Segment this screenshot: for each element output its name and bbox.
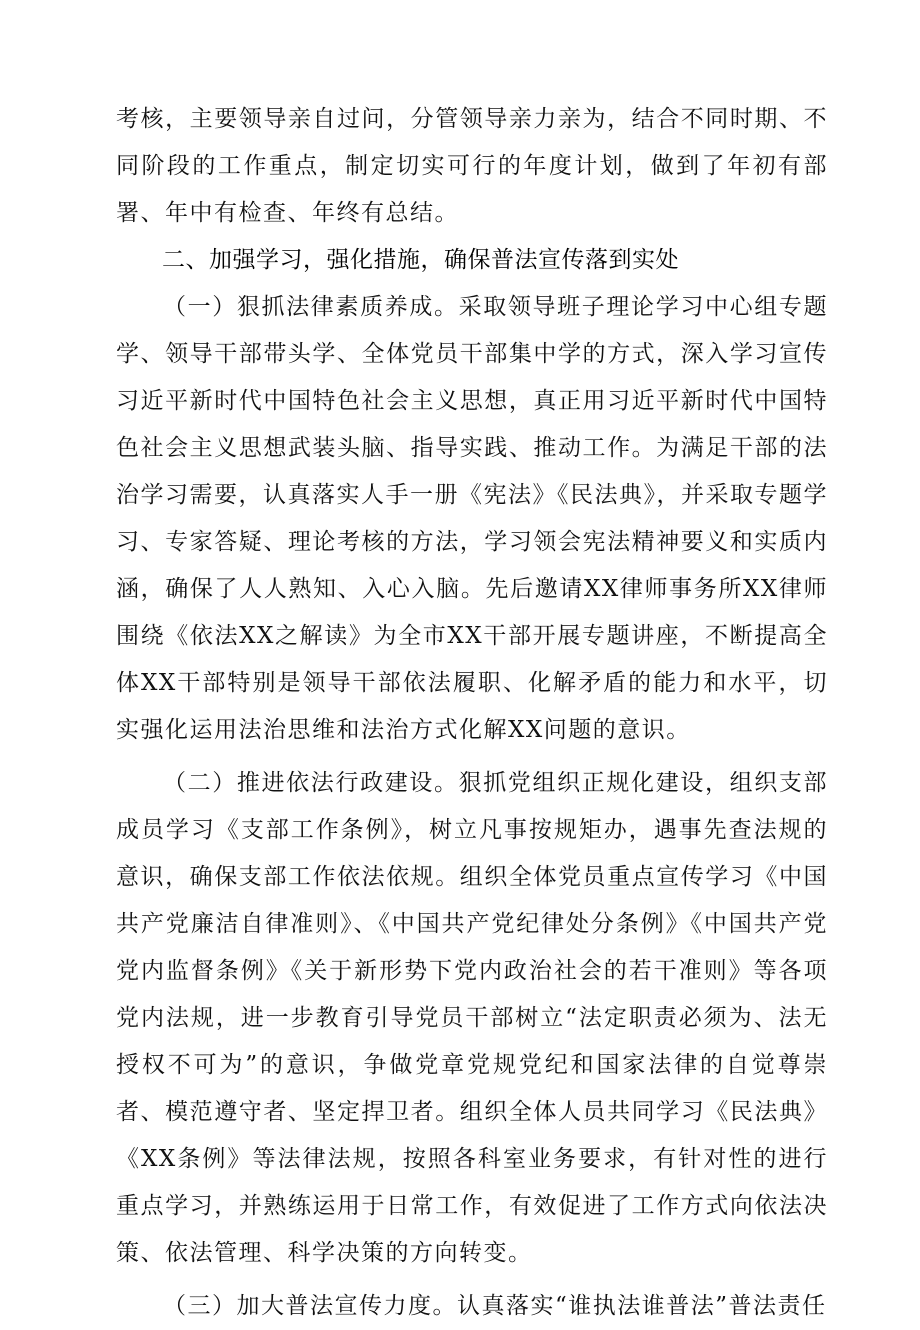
section-heading: 二、加强学习，强化措施，确保普法宣传落到实处 <box>162 247 679 273</box>
paragraph-2: （二）推进依法行政建设。狠抓党组织正规化建设，组织支部成员学习《支部工作条例》，树立凡事按规矩办，遇事先查法规的意识，确保支部工作依法依规。组织全体党员重点宣传学习《中国共产党廉洁自律准则》、《中国共产党纪律处分条例》《中国共产党党内监督条例》《关于新形势下党内政治社会的若干准则》等各项党内法规，进一步教育引导党员干部树立“法定职责必须为、法无授权不可为”的意识，争做党章党规党纪和国家法律的自觉尊崇者、模范遵守者、坚定捍卫者。组织全体人员共同学习《民法典》《XX条例》等法律法规，按照各科室业务要求，有针对性的进行重点学习，并熟练运用于日常工作，有效促进了工作方式向依法决策、依法管理、科学决策的方向转变。 <box>116 770 828 1266</box>
paragraph-3: （三）加大普法宣传力度。认真落实“谁执法谁普法”普法责任 <box>163 1293 827 1319</box>
paragraph-intro: 考核，主要领导亲自过问，分管领导亲力亲为，结合不同时期、不同阶段的工作重点，制定切实可行的年度计划，做到了年初有部署、年中有检查、年终有总结。 <box>116 106 828 226</box>
paragraph-1: （一）狠抓法律素质养成。采取领导班子理论学习中心组专题学、领导干部带头学、全体党员干部集中学的方式，深入学习宣传习近平新时代中国特色社会主义思想，真正用习近平新时代中国特色社会主义思想武装头脑、指导实践、推动工作。为满足干部的法治学习需要，认真落实人手一册《宪法》《民法典》，并采取专题学习、专家答疑、理论考核的方法，学习领会宪法精神要义和实质内涵，确保了人人熟知、入心入脑。先后邀请XX律师事务所XX律师围绕《依法XX之解读》为全市XX干部开展专题讲座，不断提高全体XX干部特别是领导干部依法履职、化解矛盾的能力和水平，切实强化运用法治思维和法治方式化解XX问题的意识。 <box>116 294 828 743</box>
document-body <box>116 96 828 1330</box>
